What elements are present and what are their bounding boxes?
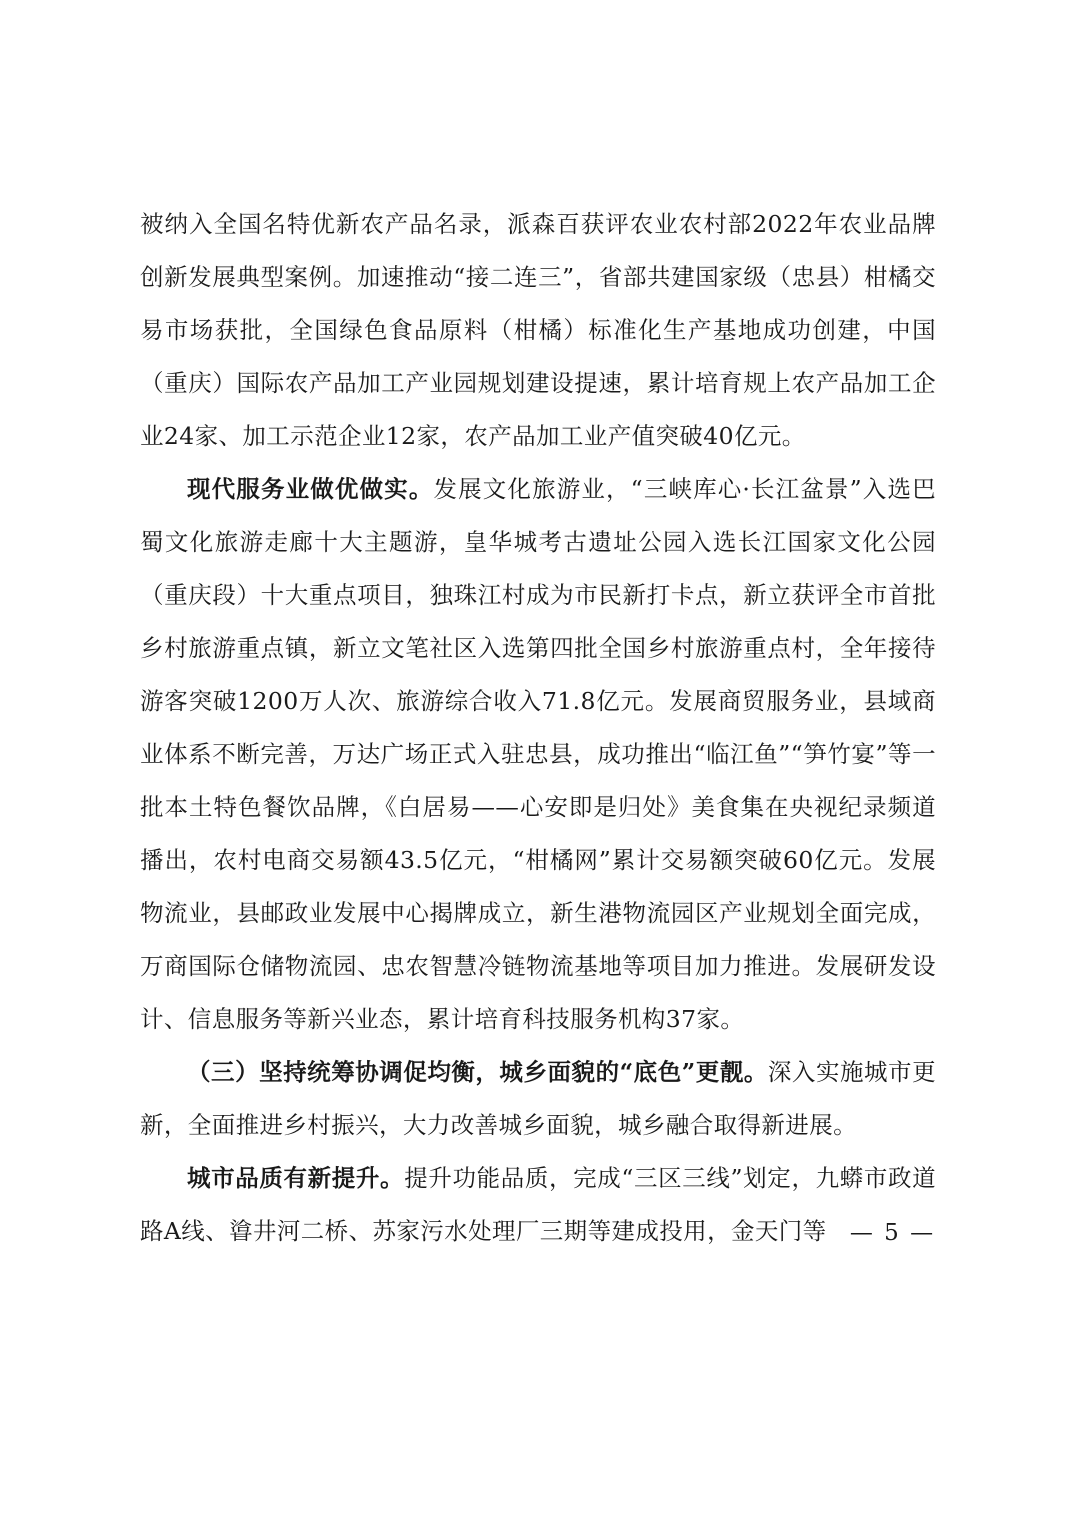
page-number: — 5 — [849,1220,936,1246]
document-body [140,198,936,1258]
paragraph-4-lead: 城市品质有新提升。 [187,1164,405,1192]
paragraph-2-text: 发展文化旅游业，“三峡库心·长江盆景”入选巴蜀文化旅游走廊十大主题游，皇华城考古遗址公园入选长江国家文化公园（重庆段）十大重点项目，独珠江村成为市民新打卡点，新立获评全市首批乡村旅游重点镇，新立文笔社区入选第四批全国乡村旅游重点村，全年接待游客突破1200万人次、旅游综合收入71.8亿元。发展商贸服务业，县域商业体系不断完善，万达广场正式入驻忠县，成功推出“临江鱼”“笋竹宴”等一批本土特色餐饮品牌，《白居易——心安即是归处》美食集在央视纪录频道播出，农村电商交易额43.5亿元，“柑橘网”累计交易额突破60亿元。发展物流业，县邮政业发展中心揭牌成立，新生港物流园区产业规划全面完成，万商国际仓储物流园、忠农智慧冷链物流基地等项目加力推进。发展研发设计、信息服务等新兴业态，累计培育科技服务机构37家。 [140,475,936,1033]
paragraph-4-text: 提升功能品质，完成“三区三线”划定，九蟒市政道路A线、㽏井河二桥、苏家污水处理厂三期等建成投用，金天门等 [140,1164,936,1245]
paragraph-1 [140,198,936,463]
paragraph-3-lead: （三）坚持统筹协调促均衡，城乡面貌的“底色”更靓。 [187,1058,768,1086]
paragraph-3 [140,1046,936,1152]
paragraph-2 [140,463,936,1046]
paragraph-1-text: 被纳入全国名特优新农产品名录，派森百获评农业农村部2022年农业品牌创新发展典型案例。加速推动“接二连三”，省部共建国家级（忠县）柑橘交易市场获批，全国绿色食品原料（柑橘）标准化生产基地成功创建，中国（重庆）国际农产品加工产业园规划建设提速，累计培育规上农产品加工企业24家、加工示范企业12家，农产品加工业产值突破40亿元。 [140,210,936,450]
paragraph-4 [140,1152,936,1258]
paragraph-2-lead: 现代服务业做优做实。 [187,475,434,503]
paragraph-3-text: 深入实施城市更新，全面推进乡村振兴，大力改善城乡面貌，城乡融合取得新进展。 [140,1058,936,1139]
